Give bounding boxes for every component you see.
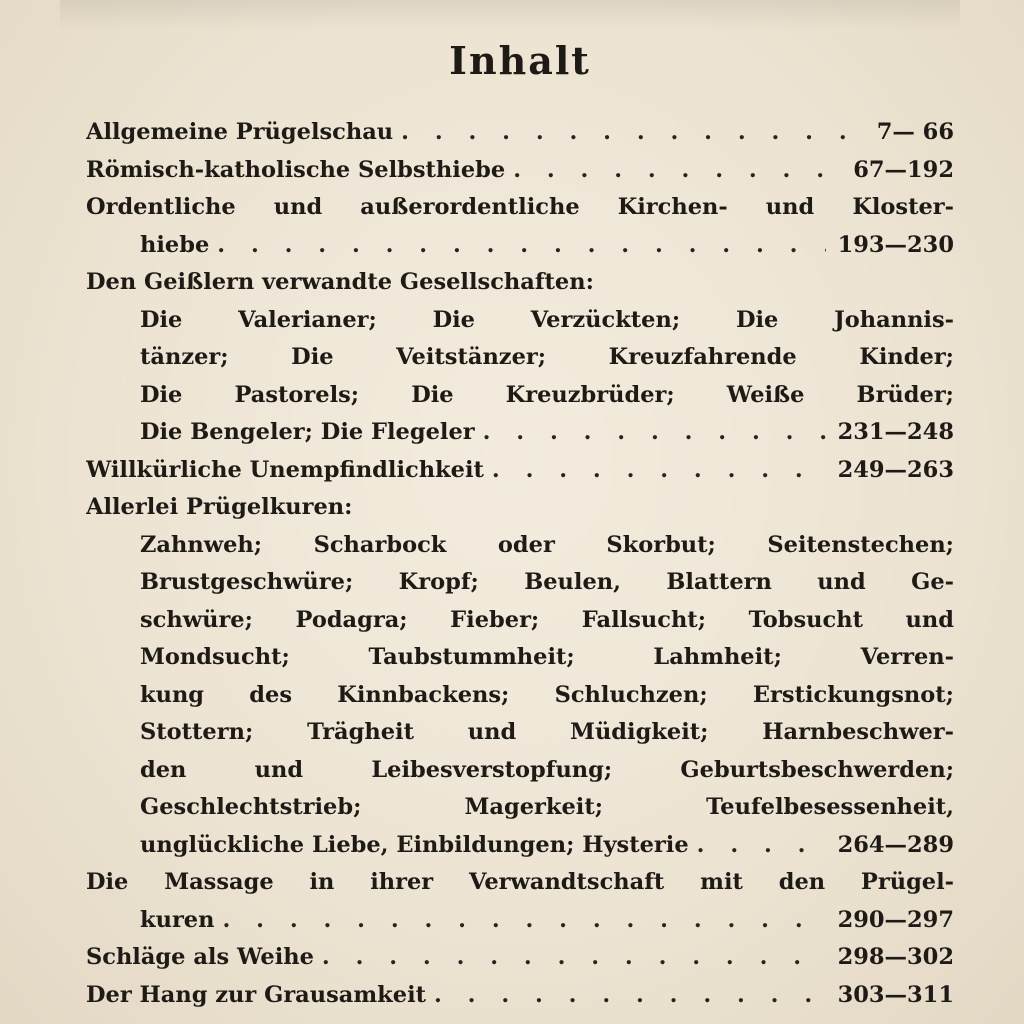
toc-entry-line: Ordentliche und außerordentliche Kirchen- und Kloster- [86,194,954,220]
toc-entry-pages: 193—230 [837,231,954,258]
toc-entry [86,939,954,977]
toc-entry [86,827,954,865]
leader-dots [426,977,826,1015]
toc-subentry-line: Stottern; Trägheit und Müdigkeit; Harnbeschwer- [140,719,954,745]
leader-dots [484,452,826,490]
toc-subentry-line: Mondsucht; Taubstummheit; Lahmheit; Verren- [140,644,954,670]
toc-subentry-line: Brustgeschwüre; Kropf; Beulen, Blattern und Ge- [140,569,954,595]
toc-entry-line: Die Massage in ihrer Verwandtschaft mit den Prügel- [86,869,954,895]
toc-entry-title: Allgemeine Prügelschau [86,119,394,145]
toc-entry [86,114,954,152]
toc-subentry-line: den und Leibesverstopfung; Geburtsbeschwerden; [140,756,954,783]
toc-entry [86,227,954,265]
toc-entry-pages: 249—263 [837,456,954,483]
toc-entry-pages: 264—289 [837,831,954,858]
toc-entry [86,977,954,1015]
toc-entry-title: kuren [140,906,215,933]
toc-entry [86,414,954,452]
toc-entry-title: Willkürliche Unempfindlichkeit [86,456,484,483]
table-of-contents [86,114,954,1014]
toc-entry-pages: 290—297 [837,906,954,933]
toc-subentry-line: Geschlechtstrieb; Magerkeit; Teufelbesessenheit, [140,794,954,820]
toc-entry-line: Den Geißlern verwandte Gesellschaften: [86,269,594,295]
toc-entry-pages: 231—248 [837,419,954,445]
leader-dots [214,902,825,940]
toc-entry-title: Schläge als Weihe [86,944,314,970]
show-through-shadow [60,0,960,30]
toc-subentry-line: Zahnweh; Scharbock oder Skorbut; Seitenstechen; [140,531,954,558]
toc-entry-pages: 303—311 [837,981,954,1008]
leader-dots [689,827,826,865]
leader-dots [505,152,841,190]
toc-entry-pages: 67—192 [853,156,954,183]
toc-entry-title: Römisch-katholische Selbsthiebe [86,156,506,183]
toc-entry-title: Der Hang zur Grausamkeit [86,981,427,1008]
toc-subentry-line: Die Pastorels; Die Kreuzbrüder; Weiße Brüder; [140,381,954,408]
toc-subentry-line: Die Valerianer; Die Verzückten; Die Johannis- [140,306,954,333]
toc-entry-pages: 7— 66 [876,119,954,145]
toc-entry [86,452,954,490]
toc-entry-title: Die Bengeler; Die Flegeler [140,419,475,445]
leader-dots [209,227,825,265]
toc-entry-line: Allerlei Prügelkuren: [86,494,353,520]
page-title: Inhalt [449,38,591,83]
leader-dots [393,114,865,152]
toc-entry [86,152,954,190]
leader-dots [475,414,826,452]
toc-subentry-line: schwüre; Podagra; Fieber; Fallsucht; Tobsucht und [140,606,954,633]
leader-dots [314,939,826,977]
toc-entry-pages: 298—302 [837,944,954,970]
toc-entry [86,902,954,940]
toc-entry-title: hiebe [140,231,210,258]
toc-subentry-line: kung des Kinnbackens; Schluchzen; Erstickungsnot; [140,681,954,708]
toc-entry-title: unglückliche Liebe, Einbildungen; Hysterie [140,831,689,858]
toc-subentry-line: tänzer; Die Veitstänzer; Kreuzfahrende Kinder; [140,344,954,370]
